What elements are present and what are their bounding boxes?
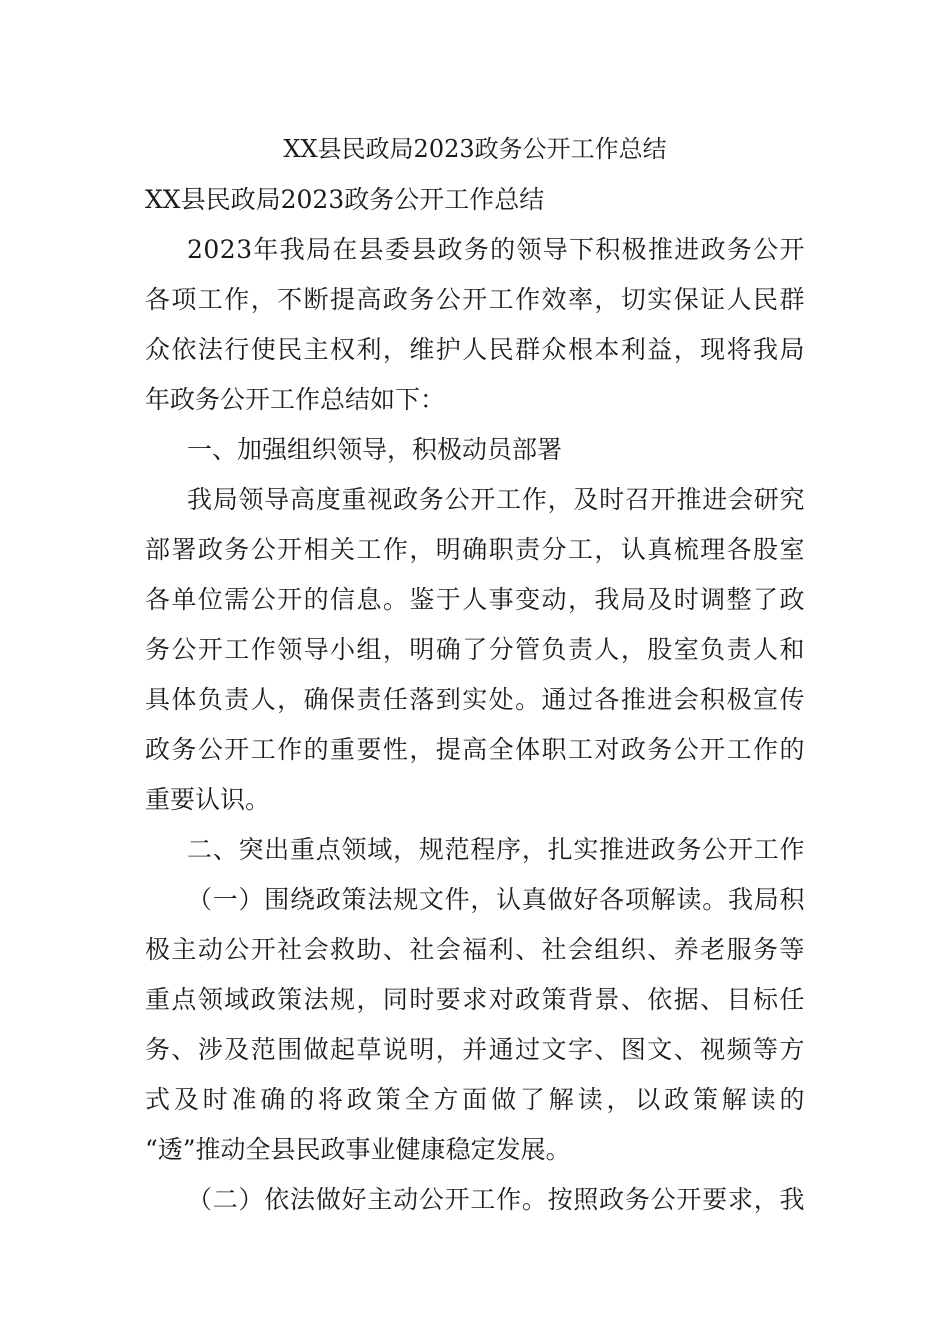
paragraph-line: 各项工作，不断提高政务公开工作效率，切实保证人民群	[145, 285, 805, 314]
section-heading: 一、加强组织领导，积极动员部署	[187, 435, 563, 464]
paragraph-line: 重要认识。	[145, 785, 271, 814]
paragraph-line: （二）依法做好主动公开工作。按照政务公开要求，我	[187, 1185, 805, 1214]
paragraph-line: 务、涉及范围做起草说明，并通过文字、图文、视频等方	[145, 1035, 805, 1064]
paragraph-line: “透”推动全县民政事业健康稳定发展。	[145, 1135, 571, 1164]
paragraph-line: 重点领域政策法规，同时要求对政策背景、依据、目标任	[145, 985, 805, 1014]
paragraph-line: 我局领导高度重视政务公开工作，及时召开推进会研究	[187, 485, 805, 514]
paragraph-line: （一）围绕政策法规文件，认真做好各项解读。我局积	[187, 885, 805, 914]
paragraph-line: 部署政务公开相关工作，明确职责分工，认真梳理各股室	[145, 535, 805, 564]
paragraph-line: 年政务公开工作总结如下：	[145, 385, 446, 414]
paragraph-line: 式及时准确的将政策全方面做了解读，以政策解读的	[145, 1085, 805, 1114]
section-heading: 二、突出重点领域，规范程序，扎实推进政务公开工作	[187, 835, 805, 864]
document-title: XX县民政局2023政务公开工作总结	[283, 135, 667, 163]
paragraph-line: 各单位需公开的信息。鉴于人事变动，我局及时调整了政	[145, 585, 805, 614]
paragraph-line: 众依法行使民主权利，维护人民群众根本利益，现将我局	[145, 335, 805, 364]
document-subtitle: XX县民政局2023政务公开工作总结	[145, 185, 545, 214]
paragraph-line: 具体负责人，确保责任落到实处。通过各推进会积极宣传	[145, 685, 805, 714]
paragraph-line: 2023年我局在县委县政务的领导下积极推进政务公开	[187, 235, 805, 264]
paragraph-line: 务公开工作领导小组，明确了分管负责人，股室负责人和	[145, 635, 805, 664]
paragraph-line: 政务公开工作的重要性，提高全体职工对政务公开工作的	[145, 735, 805, 764]
paragraph-line: 极主动公开社会救助、社会福利、社会组织、养老服务等	[145, 935, 805, 964]
